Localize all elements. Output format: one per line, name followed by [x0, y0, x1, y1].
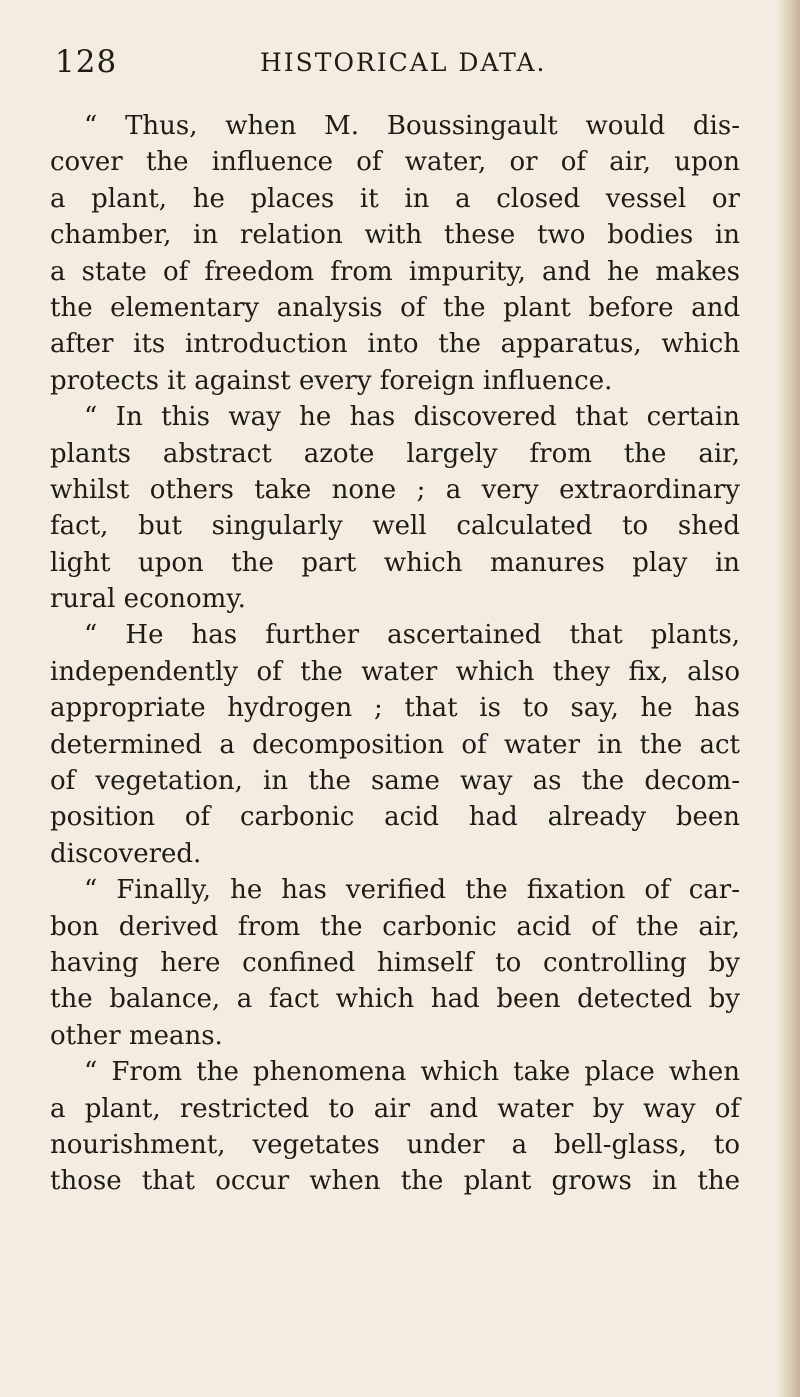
text-line: chamber, in relation with these two bodies in: [50, 220, 740, 251]
text-line: discovered.: [50, 838, 202, 869]
text-line: determined a decomposition of water in the act: [50, 729, 740, 760]
text-line: plants abstract azote largely from the air,: [50, 438, 740, 469]
text-line: after its introduction into the apparatus, which: [50, 329, 740, 360]
text-line: fact, but singularly well calculated to shed: [50, 511, 740, 542]
text-line: a state of freedom from impurity, and he makes: [50, 256, 740, 287]
text-line: bon derived from the carbonic acid of the air,: [50, 911, 740, 942]
text-line: a plant, restricted to air and water by way of: [50, 1093, 740, 1124]
text-line: “ He has further ascertained that plants,: [84, 620, 740, 651]
text-line: position of carbonic acid had already been: [50, 802, 740, 833]
text-line: whilst others take none ; a very extraordinary: [50, 474, 740, 505]
text-line: appropriate hydrogen ; that is to say, he has: [50, 693, 740, 724]
text-line: of vegetation, in the same way as the decom-: [50, 766, 740, 797]
text-line: the balance, a fact which had been detected by: [50, 984, 740, 1015]
running-head: [50, 44, 740, 88]
text-line: “ From the phenomena which take place when: [84, 1057, 740, 1088]
text-line: cover the influence of water, or of air, upon: [50, 147, 740, 178]
text-line: “ Thus, when M. Boussingault would dis-: [84, 111, 740, 141]
body-text: [50, 108, 740, 1200]
text-line: light upon the part which manures play in: [50, 547, 740, 578]
running-title: HISTORICAL DATA.: [260, 48, 547, 77]
text-line: nourishment, vegetates under a bell-glass, to: [50, 1129, 740, 1160]
book-page: [50, 44, 740, 1200]
text-line: a plant, he places it in a closed vessel or: [50, 183, 740, 214]
page-number: 128: [55, 44, 118, 80]
text-line: “ Finally, he has verified the fixation of car-: [84, 875, 740, 906]
text-line: “ In this way he has discovered that certain: [84, 402, 740, 433]
text-line: rural economy.: [50, 584, 246, 615]
text-line: having here confined himself to controlling by: [50, 947, 740, 978]
text-line: those that occur when the plant grows in the: [50, 1166, 740, 1197]
page-edge-shadow: [776, 0, 800, 1397]
text-line: the elementary analysis of the plant before and: [50, 292, 740, 323]
text-line: other means.: [50, 1020, 223, 1051]
text-line: independently of the water which they fix, also: [50, 656, 740, 687]
text-line: protects it against every foreign influence.: [50, 365, 613, 396]
